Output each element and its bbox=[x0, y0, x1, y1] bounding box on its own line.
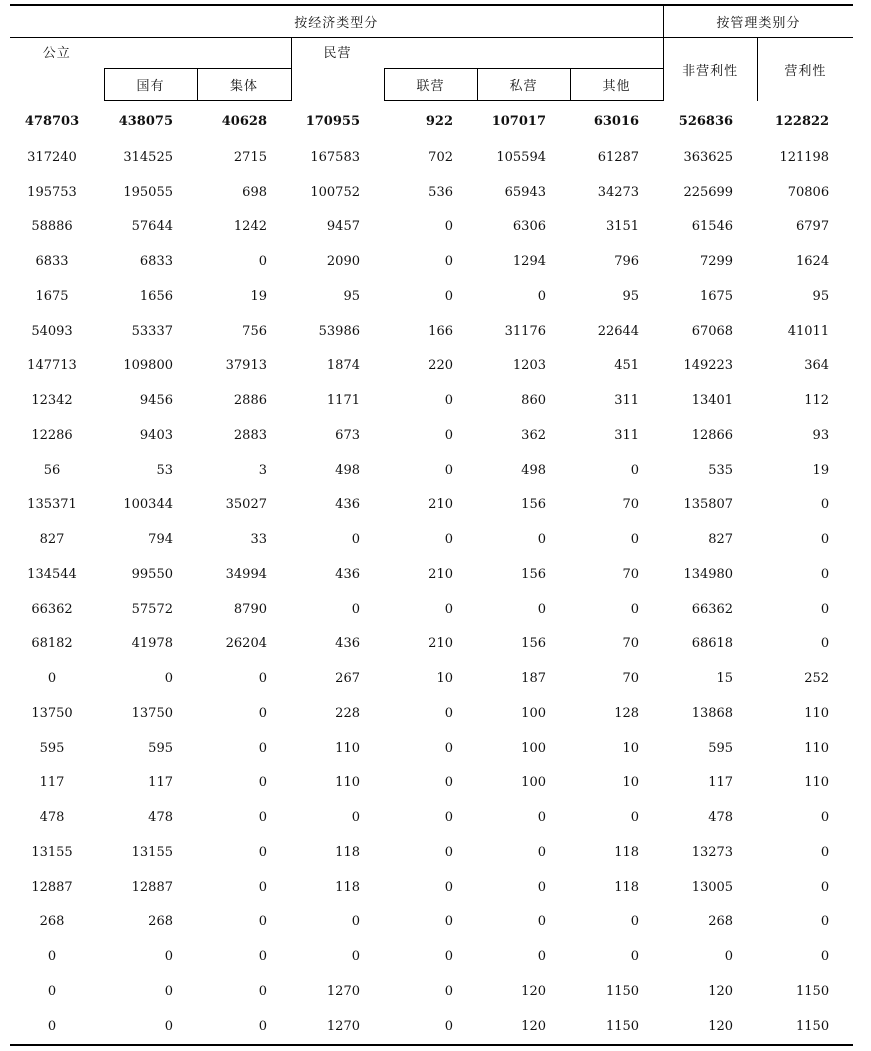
cell-public: 827 bbox=[39, 532, 65, 548]
cell-joint: 0 bbox=[444, 914, 453, 930]
cell-public: 0 bbox=[47, 671, 57, 687]
cell-state-owned: 57644 bbox=[131, 219, 173, 235]
cell-collective: 0 bbox=[258, 775, 267, 791]
cell-private-run: 436 bbox=[335, 636, 360, 652]
cell-state-owned: 595 bbox=[148, 740, 173, 756]
cell-non-profit: 526836 bbox=[678, 113, 734, 129]
cell-private-run: 1874 bbox=[326, 358, 360, 374]
cell-collective: 0 bbox=[197, 1009, 291, 1045]
cell-private: 107017 bbox=[491, 114, 546, 129]
cell-joint: 0 bbox=[444, 532, 453, 548]
cell-state-owned: 6833 bbox=[139, 254, 173, 270]
header-non-profit: 非营利性 bbox=[663, 38, 757, 101]
cell-collective: 0 bbox=[258, 705, 267, 721]
cell-collective: 2715 bbox=[233, 149, 267, 165]
cell-collective: 40628 bbox=[221, 114, 267, 129]
table-row bbox=[10, 766, 853, 801]
table-row bbox=[10, 974, 853, 1009]
cell-public: 1675 bbox=[35, 288, 69, 304]
cell-private: 1294 bbox=[512, 254, 546, 270]
cell-other: 0 bbox=[630, 810, 640, 826]
cell-private: 0 bbox=[537, 879, 546, 895]
header-public-spacer bbox=[104, 38, 291, 69]
cell-public: 56 bbox=[43, 462, 61, 478]
cell-collective: 35027 bbox=[225, 497, 267, 513]
cell-non-profit: 7299 bbox=[699, 254, 734, 270]
cell-public: 317240 bbox=[27, 149, 77, 165]
cell-non-profit: 225699 bbox=[683, 184, 734, 200]
cell-joint: 10 bbox=[436, 671, 453, 687]
cell-private: 0 bbox=[537, 949, 546, 965]
cell-public: 0 bbox=[10, 1009, 104, 1045]
cell-for-profit: 0 bbox=[820, 601, 830, 617]
cell-private-run: 673 bbox=[335, 427, 360, 443]
cell-other: 10 bbox=[622, 740, 640, 756]
cell-private-run: 9457 bbox=[326, 219, 360, 235]
cell-for-profit: 0 bbox=[820, 636, 830, 652]
cell-private-run: 498 bbox=[335, 462, 360, 478]
cell-state-owned: 794 bbox=[148, 532, 173, 548]
statistics-table bbox=[10, 4, 853, 1046]
cell-state-owned: 13750 bbox=[131, 705, 173, 721]
cell-private-run: 118 bbox=[335, 844, 360, 860]
cell-collective: 1242 bbox=[233, 219, 267, 235]
table-row-total bbox=[10, 101, 853, 141]
cell-private-run: 0 bbox=[351, 601, 360, 617]
cell-for-profit: 0 bbox=[820, 810, 830, 826]
cell-for-profit: 0 bbox=[820, 566, 830, 582]
cell-public: 13155 bbox=[31, 844, 73, 860]
cell-state-owned: 478 bbox=[148, 810, 173, 826]
cell-joint: 922 bbox=[425, 114, 453, 129]
cell-other: 0 bbox=[630, 949, 640, 965]
cell-joint: 0 bbox=[444, 740, 453, 756]
cell-joint: 0 bbox=[444, 705, 453, 721]
cell-other: 10 bbox=[622, 775, 640, 791]
cell-for-profit: 6797 bbox=[796, 219, 830, 235]
cell-other: 70 bbox=[622, 497, 640, 513]
cell-joint: 0 bbox=[444, 775, 453, 791]
cell-joint: 0 bbox=[444, 879, 453, 895]
cell-public: 117 bbox=[39, 775, 65, 791]
cell-private: 100 bbox=[521, 775, 546, 791]
cell-private: 187 bbox=[521, 671, 546, 687]
table-row bbox=[10, 453, 853, 488]
cell-private-run: 53986 bbox=[318, 323, 360, 339]
table-header bbox=[10, 5, 853, 101]
table-row bbox=[10, 835, 853, 870]
cell-collective: 0 bbox=[258, 844, 267, 860]
table-row bbox=[10, 210, 853, 245]
cell-joint: 210 bbox=[428, 497, 453, 513]
table-row bbox=[10, 418, 853, 453]
cell-for-profit: 252 bbox=[804, 671, 830, 687]
cell-state-owned: 1656 bbox=[139, 288, 173, 304]
cell-other: 70 bbox=[622, 671, 640, 687]
cell-state-owned: 268 bbox=[148, 914, 173, 930]
cell-collective: 8790 bbox=[233, 601, 267, 617]
cell-public: 54093 bbox=[31, 323, 73, 339]
cell-other: 0 bbox=[630, 462, 640, 478]
cell-private: 6306 bbox=[512, 219, 546, 235]
cell-private-run: 0 bbox=[351, 949, 360, 965]
header-other: 其他 bbox=[570, 69, 663, 101]
table-row bbox=[10, 731, 853, 766]
table-row bbox=[10, 800, 853, 835]
cell-non-profit: 363625 bbox=[683, 149, 734, 165]
cell-joint: 0 bbox=[444, 949, 453, 965]
cell-public: 12286 bbox=[31, 427, 73, 443]
cell-joint: 0 bbox=[444, 219, 453, 235]
cell-collective: 0 bbox=[258, 671, 267, 687]
cell-for-profit: 110 bbox=[804, 705, 830, 721]
cell-for-profit: 1624 bbox=[796, 254, 830, 270]
cell-for-profit: 93 bbox=[812, 427, 830, 443]
cell-non-profit: 268 bbox=[708, 914, 734, 930]
cell-non-profit: 13273 bbox=[691, 844, 734, 860]
cell-other: 3151 bbox=[605, 219, 640, 235]
cell-other: 118 bbox=[614, 879, 640, 895]
cell-public: 66362 bbox=[31, 601, 73, 617]
cell-for-profit: 19 bbox=[812, 462, 830, 478]
cell-non-profit: 61546 bbox=[691, 219, 734, 235]
cell-joint: 220 bbox=[428, 358, 453, 374]
cell-other: 63016 bbox=[593, 114, 640, 129]
header-private-run-spacer bbox=[384, 38, 663, 69]
cell-for-profit: 1150 bbox=[757, 1009, 853, 1045]
header-public: 公立 bbox=[42, 46, 71, 61]
cell-other: 0 bbox=[630, 601, 640, 617]
cell-private-run: 436 bbox=[335, 497, 360, 513]
cell-public: 134544 bbox=[27, 566, 77, 582]
cell-non-profit: 478 bbox=[708, 810, 734, 826]
cell-public: 478703 bbox=[24, 113, 80, 129]
cell-public: 0 bbox=[47, 949, 57, 965]
cell-joint: 0 bbox=[444, 254, 453, 270]
cell-private-run: 436 bbox=[335, 566, 360, 582]
cell-other: 61287 bbox=[597, 149, 640, 165]
cell-state-owned: 9403 bbox=[139, 427, 173, 443]
cell-for-profit: 0 bbox=[820, 914, 830, 930]
cell-private: 156 bbox=[521, 566, 546, 582]
cell-for-profit: 1150 bbox=[796, 983, 830, 999]
cell-for-profit: 70806 bbox=[787, 184, 830, 200]
cell-for-profit: 0 bbox=[820, 844, 830, 860]
cell-joint: 0 bbox=[444, 288, 453, 304]
cell-private-run: 95 bbox=[343, 288, 360, 304]
cell-private: 860 bbox=[521, 393, 546, 409]
cell-private-run: 228 bbox=[335, 705, 360, 721]
cell-joint: 536 bbox=[428, 184, 453, 200]
cell-state-owned: 195055 bbox=[123, 184, 173, 200]
cell-state-owned: 53337 bbox=[131, 323, 173, 339]
cell-for-profit: 95 bbox=[812, 288, 830, 304]
cell-for-profit: 121198 bbox=[779, 149, 830, 165]
table-row bbox=[10, 905, 853, 940]
cell-non-profit: 595 bbox=[708, 740, 734, 756]
cell-collective: 19 bbox=[250, 288, 267, 304]
cell-state-owned: 314525 bbox=[123, 149, 173, 165]
table-row bbox=[10, 349, 853, 384]
cell-state-owned: 41978 bbox=[131, 636, 173, 652]
cell-private-run: 267 bbox=[335, 671, 360, 687]
cell-state-owned: 0 bbox=[104, 1009, 197, 1045]
cell-joint: 0 bbox=[384, 1009, 477, 1045]
cell-private-run: 1270 bbox=[326, 983, 360, 999]
cell-other: 0 bbox=[630, 914, 640, 930]
cell-private: 100 bbox=[521, 705, 546, 721]
cell-other: 311 bbox=[614, 427, 640, 443]
cell-private-run: 1270 bbox=[291, 1009, 384, 1045]
header-private: 私营 bbox=[477, 69, 570, 101]
cell-public: 58886 bbox=[31, 219, 73, 235]
cell-other: 70 bbox=[622, 566, 640, 582]
cell-for-profit: 0 bbox=[820, 879, 830, 895]
cell-other: 0 bbox=[630, 532, 640, 548]
table-row bbox=[10, 661, 853, 696]
cell-collective: 2886 bbox=[233, 393, 267, 409]
cell-joint: 166 bbox=[428, 323, 453, 339]
cell-private-run: 118 bbox=[335, 879, 360, 895]
cell-non-profit: 13005 bbox=[691, 879, 734, 895]
cell-state-owned: 12887 bbox=[131, 879, 173, 895]
cell-public: 13750 bbox=[31, 705, 73, 721]
header-for-profit: 营利性 bbox=[784, 63, 827, 79]
cell-state-owned: 53 bbox=[156, 462, 173, 478]
cell-non-profit: 120 bbox=[708, 983, 734, 999]
cell-non-profit: 134980 bbox=[683, 566, 734, 582]
cell-other: 34273 bbox=[597, 184, 640, 200]
cell-private: 1203 bbox=[512, 358, 546, 374]
cell-other: 22644 bbox=[597, 323, 640, 339]
cell-state-owned: 117 bbox=[148, 775, 173, 791]
header-joint: 联营 bbox=[384, 69, 477, 101]
cell-non-profit: 535 bbox=[708, 462, 734, 478]
cell-non-profit: 15 bbox=[716, 671, 734, 687]
cell-state-owned: 0 bbox=[164, 949, 173, 965]
cell-other: 796 bbox=[614, 254, 640, 270]
cell-other: 70 bbox=[622, 636, 640, 652]
cell-joint: 0 bbox=[444, 983, 453, 999]
cell-private-run: 110 bbox=[335, 740, 360, 756]
cell-state-owned: 99550 bbox=[131, 566, 173, 582]
cell-non-profit: 13401 bbox=[691, 393, 734, 409]
cell-state-owned: 9456 bbox=[139, 393, 173, 409]
cell-collective: 0 bbox=[258, 879, 267, 895]
cell-collective: 0 bbox=[258, 983, 267, 999]
table-row bbox=[10, 557, 853, 592]
table-row bbox=[10, 140, 853, 175]
cell-collective: 756 bbox=[242, 323, 267, 339]
table-row bbox=[10, 627, 853, 662]
cell-other: 128 bbox=[614, 705, 640, 721]
cell-collective: 37913 bbox=[225, 358, 267, 374]
table-row bbox=[10, 870, 853, 905]
cell-non-profit: 149223 bbox=[683, 358, 734, 374]
cell-state-owned: 100344 bbox=[123, 497, 173, 513]
cell-state-owned: 438075 bbox=[118, 114, 173, 129]
cell-for-profit: 110 bbox=[804, 740, 830, 756]
cell-state-owned: 0 bbox=[164, 983, 173, 999]
cell-private: 65943 bbox=[504, 184, 546, 200]
cell-non-profit: 1675 bbox=[699, 288, 734, 304]
cell-joint: 0 bbox=[444, 810, 453, 826]
cell-non-profit: 68618 bbox=[691, 636, 734, 652]
cell-non-profit: 120 bbox=[663, 1009, 757, 1045]
cell-non-profit: 67068 bbox=[691, 323, 734, 339]
cell-private-run: 1171 bbox=[326, 393, 360, 409]
cell-collective: 0 bbox=[258, 914, 267, 930]
cell-joint: 702 bbox=[428, 149, 453, 165]
header-collective: 集体 bbox=[197, 69, 291, 101]
table-row bbox=[10, 522, 853, 557]
cell-private: 0 bbox=[537, 914, 546, 930]
cell-public: 478 bbox=[39, 810, 65, 826]
cell-private: 120 bbox=[521, 983, 546, 999]
cell-for-profit: 0 bbox=[820, 949, 830, 965]
cell-joint: 210 bbox=[428, 636, 453, 652]
cell-non-profit: 117 bbox=[708, 775, 734, 791]
cell-private: 498 bbox=[521, 462, 546, 478]
cell-collective: 0 bbox=[258, 254, 267, 270]
cell-for-profit: 122822 bbox=[774, 113, 830, 129]
cell-public: 68182 bbox=[31, 636, 73, 652]
cell-state-owned: 0 bbox=[164, 671, 173, 687]
cell-collective: 0 bbox=[258, 740, 267, 756]
cell-public: 595 bbox=[39, 740, 65, 756]
cell-private-run: 0 bbox=[351, 914, 360, 930]
table-row bbox=[10, 696, 853, 731]
cell-collective: 698 bbox=[242, 184, 267, 200]
table-row bbox=[10, 244, 853, 279]
cell-private: 0 bbox=[537, 288, 546, 304]
cell-collective: 2883 bbox=[233, 427, 267, 443]
cell-for-profit: 0 bbox=[820, 532, 830, 548]
cell-private: 0 bbox=[537, 601, 546, 617]
cell-non-profit: 66362 bbox=[691, 601, 734, 617]
cell-public: 0 bbox=[47, 983, 57, 999]
cell-other: 118 bbox=[614, 844, 640, 860]
cell-state-owned: 109800 bbox=[123, 358, 173, 374]
cell-private: 0 bbox=[537, 810, 546, 826]
cell-collective: 0 bbox=[258, 949, 267, 965]
cell-private-run: 167583 bbox=[310, 149, 360, 165]
header-state-owned: 国有 bbox=[104, 69, 197, 101]
cell-private-run: 0 bbox=[351, 810, 360, 826]
cell-private-run: 110 bbox=[335, 775, 360, 791]
header-economic-type: 按经济类型分 bbox=[10, 5, 663, 38]
cell-for-profit: 41011 bbox=[787, 323, 830, 339]
cell-other: 95 bbox=[622, 288, 640, 304]
cell-collective: 3 bbox=[258, 462, 267, 478]
cell-for-profit: 112 bbox=[804, 393, 830, 409]
cell-private: 156 bbox=[521, 497, 546, 513]
cell-public: 6833 bbox=[35, 254, 69, 270]
table-row bbox=[10, 1009, 853, 1045]
cell-joint: 0 bbox=[444, 462, 453, 478]
table-row bbox=[10, 175, 853, 210]
cell-non-profit: 827 bbox=[708, 532, 734, 548]
cell-state-owned: 57572 bbox=[131, 601, 173, 617]
cell-public: 12887 bbox=[31, 879, 73, 895]
table-body bbox=[10, 101, 853, 1045]
cell-private-run: 170955 bbox=[305, 113, 360, 129]
cell-private-run: 2090 bbox=[326, 254, 360, 270]
cell-private: 105594 bbox=[496, 149, 546, 165]
cell-private: 31176 bbox=[504, 323, 546, 339]
header-private-run: 民营 bbox=[323, 46, 352, 61]
cell-other: 1150 bbox=[570, 1009, 663, 1045]
cell-state-owned: 13155 bbox=[131, 844, 173, 860]
cell-public: 12342 bbox=[31, 393, 73, 409]
cell-joint: 0 bbox=[444, 393, 453, 409]
cell-public: 135371 bbox=[27, 497, 77, 513]
table-row bbox=[10, 279, 853, 314]
table-row bbox=[10, 488, 853, 523]
cell-non-profit: 0 bbox=[724, 949, 734, 965]
table-row bbox=[10, 314, 853, 349]
cell-private: 362 bbox=[521, 427, 546, 443]
cell-private-run: 0 bbox=[351, 532, 360, 548]
cell-other: 311 bbox=[614, 393, 640, 409]
cell-private: 120 bbox=[477, 1009, 570, 1045]
cell-private: 156 bbox=[521, 636, 546, 652]
cell-non-profit: 135807 bbox=[683, 497, 734, 513]
cell-other: 451 bbox=[614, 358, 640, 374]
cell-joint: 210 bbox=[428, 566, 453, 582]
cell-for-profit: 110 bbox=[804, 775, 830, 791]
table-row bbox=[10, 939, 853, 974]
cell-public: 268 bbox=[39, 914, 65, 930]
cell-private: 0 bbox=[537, 844, 546, 860]
cell-public: 147713 bbox=[27, 358, 77, 374]
cell-non-profit: 12866 bbox=[691, 427, 734, 443]
cell-joint: 0 bbox=[444, 601, 453, 617]
cell-joint: 0 bbox=[444, 844, 453, 860]
table-row bbox=[10, 592, 853, 627]
cell-private-run: 100752 bbox=[310, 184, 360, 200]
cell-for-profit: 0 bbox=[820, 497, 830, 513]
cell-non-profit: 13868 bbox=[691, 705, 734, 721]
header-management-type: 按管理类别分 bbox=[663, 5, 853, 38]
cell-for-profit: 364 bbox=[804, 358, 830, 374]
cell-collective: 34994 bbox=[225, 566, 267, 582]
cell-joint: 0 bbox=[444, 427, 453, 443]
cell-private: 0 bbox=[537, 532, 546, 548]
table-row bbox=[10, 383, 853, 418]
cell-collective: 0 bbox=[258, 810, 267, 826]
cell-public: 195753 bbox=[27, 184, 77, 200]
cell-collective: 26204 bbox=[225, 636, 267, 652]
cell-private: 100 bbox=[521, 740, 546, 756]
cell-collective: 33 bbox=[250, 532, 267, 548]
cell-other: 1150 bbox=[605, 983, 640, 999]
